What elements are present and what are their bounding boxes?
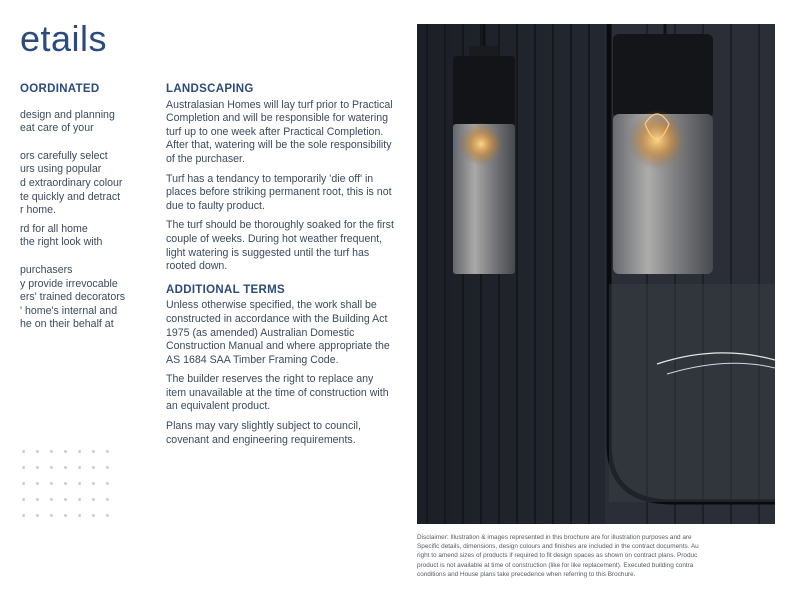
decorative-dot	[64, 514, 67, 517]
text-line: te quickly and detract	[20, 190, 121, 203]
decorative-dot	[22, 514, 25, 517]
text-line: rd for all home	[20, 222, 88, 235]
decorative-dot	[22, 482, 25, 485]
landscaping-heading: LANDSCAPING	[166, 83, 254, 95]
additional-terms-paragraph-2: The builder reserves the right to replace any item unavailable at the time of construction with an equivalent product.	[166, 373, 389, 413]
decorative-dot	[50, 466, 53, 469]
left-paragraph-3	[20, 223, 145, 250]
disclaimer	[417, 533, 800, 595]
text-line: the right look with	[20, 236, 103, 249]
decorative-dot	[36, 450, 39, 453]
decorative-dot	[36, 466, 39, 469]
mirror-lower-reflection	[609, 284, 775, 502]
decorative-dot	[50, 514, 53, 517]
text-line: ors carefully select	[20, 149, 108, 162]
disclaimer-line: conditions and House plans take precedence when referring to this Brochure.	[417, 570, 636, 578]
decorative-dot	[50, 498, 53, 501]
disclaimer-line: product is not available at time of construction (like for like replacement). Executed building contra	[417, 561, 694, 569]
decorative-dot	[78, 466, 81, 469]
text-line: ers' trained decorators	[20, 291, 126, 304]
decorative-dot	[36, 482, 39, 485]
decorative-dot	[36, 498, 39, 501]
bulb-glow-right	[627, 110, 687, 170]
additional-terms-heading: ADDITIONAL TERMS	[166, 283, 285, 296]
decorative-dot	[78, 514, 81, 517]
decorative-dot	[64, 482, 67, 485]
decorative-dot	[92, 514, 95, 517]
decorative-dot	[22, 498, 25, 501]
text-line: he on their behalf at	[20, 318, 114, 331]
decorative-dot	[92, 482, 95, 485]
pendant-lights-photo	[417, 24, 775, 524]
text-line: ' home's internal and	[20, 304, 118, 317]
left-paragraph-1	[20, 109, 145, 136]
text-line: urs using popular	[20, 163, 102, 176]
additional-terms-paragraph-3: Plans may vary slightly subject to council, covenant and engineering requirements.	[166, 420, 361, 446]
left-column	[20, 83, 145, 332]
pendant-lights-illustration	[417, 24, 775, 524]
decorative-dot	[50, 482, 53, 485]
decorative-dot	[78, 450, 81, 453]
text-line: purchasers	[20, 263, 73, 276]
decorative-dot	[92, 450, 95, 453]
disclaimer-line: right to amend sizes of products if required to fit design spaces as shown on contract plans. Produc	[417, 552, 698, 560]
landscaping-paragraph-2: Turf has a tendancy to temporarily 'die off' in places before striking permanent root, this is not due to faulty product.	[166, 172, 392, 212]
decorative-dot	[106, 498, 109, 501]
disclaimer-line: Specific details, dimensions, design colours and finishes are included in the contract documents. Au	[417, 543, 699, 551]
landscaping-paragraph-3: The turf should be thoroughly soaked for the first couple of weeks. During hot weather frequent, light watering is suggested until the turf has rooted down.	[166, 219, 394, 273]
pendant-cap-right	[613, 34, 713, 118]
additional-terms-paragraph-1: Unless otherwise specified, the work shall be constructed in accordance with the Building Act 1975 (as amended) Australian Domestic Construction Manual and where appropriate the AS 1684 SAA Timber Framing Code.	[166, 299, 390, 366]
text-line: y provide irrevocable	[20, 277, 118, 290]
disclaimer-line: Disclaimer: Illustration & images represented in this brochure are for illustration purposes and are	[417, 534, 692, 541]
decorative-dot	[78, 498, 81, 501]
text-line: d extraordinary colour	[20, 176, 123, 189]
decorative-dot	[92, 498, 95, 501]
decorative-dot	[64, 450, 67, 453]
decorative-dot	[106, 450, 109, 453]
decorative-dot	[78, 482, 81, 485]
text-line: design and planning	[20, 108, 115, 121]
decorative-dot	[106, 514, 109, 517]
decorative-dot	[106, 466, 109, 469]
middle-column	[166, 83, 396, 453]
left-paragraph-2	[20, 150, 145, 218]
left-paragraph-4	[20, 264, 145, 332]
decorative-dot	[50, 450, 53, 453]
decorative-dot	[64, 498, 67, 501]
page-title: etails	[20, 18, 108, 59]
landscaping-paragraph-1: Australasian Homes will lay turf prior to Practical Completion and will be responsible for watering turf up to one week after Practical Completion. After that, watering will be the sole responsibility of the purchaser.	[166, 98, 393, 165]
decorative-dot	[92, 466, 95, 469]
bulb-glow-left	[459, 122, 503, 166]
decorative-dot	[36, 514, 39, 517]
text-line: r home.	[20, 204, 56, 217]
decorative-dot	[22, 466, 25, 469]
coordinated-heading: OORDINATED	[20, 83, 100, 95]
decorative-dot	[64, 466, 67, 469]
decorative-dot	[22, 450, 25, 453]
decorative-dot	[106, 482, 109, 485]
text-line: eat care of your	[20, 122, 94, 135]
decorative-dot-grid	[22, 450, 120, 517]
